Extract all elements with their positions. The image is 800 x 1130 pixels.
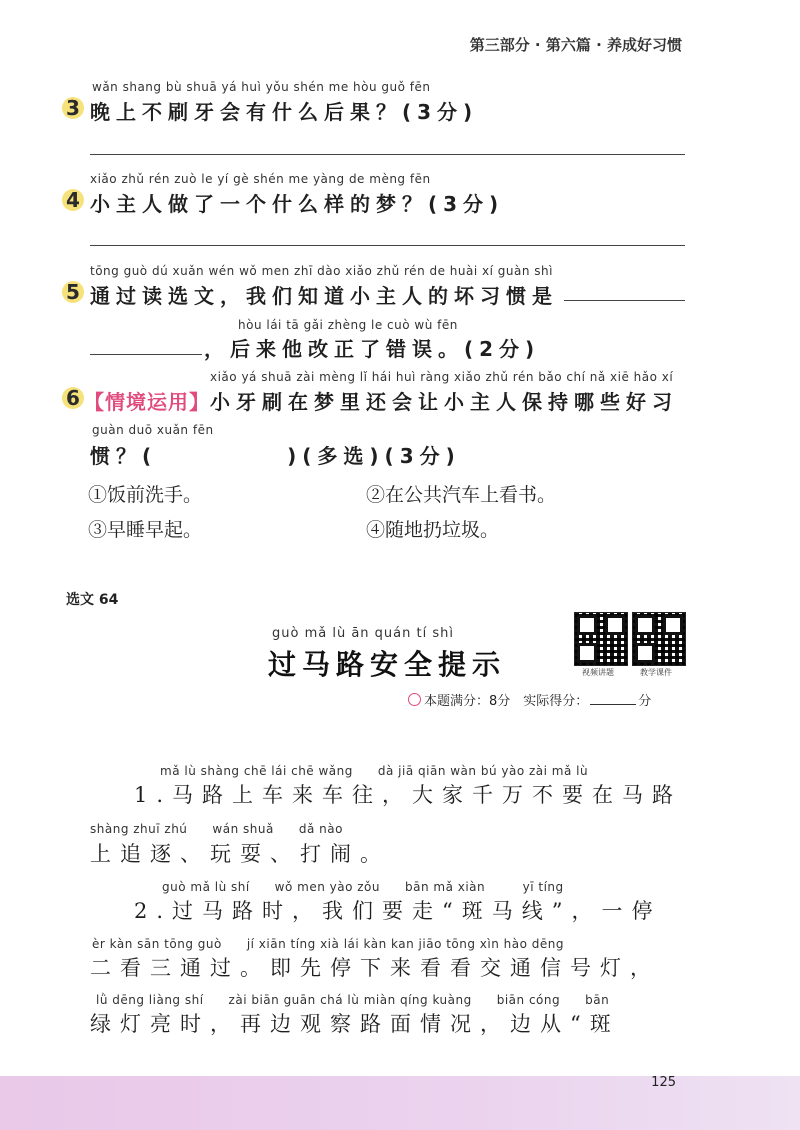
- q3-answer-line[interactable]: [90, 154, 685, 155]
- passage-line-5: 绿灯亮时，再边观察路面情况，边从“斑: [90, 1012, 620, 1036]
- q6-context-tag: 【情境运用】: [84, 390, 210, 414]
- passage-line-2: 上追逐、玩耍、打闹。: [90, 842, 390, 866]
- q5-text-2: ，后来他改正了错误。(2分): [204, 337, 541, 361]
- q6-number: 6: [62, 387, 84, 409]
- q4-text: 小主人做了一个什么样的梦？(3分): [90, 192, 505, 216]
- passage-pinyin-1: mǎ lù shàng chē lái chē wǎng dà jiā qiān wàn bú yào zài mǎ lù: [160, 764, 589, 778]
- q6-option-1[interactable]: ①饭前洗手。: [88, 484, 203, 506]
- q4-pinyin: xiǎo zhǔ rén zuò le yí gè shén me yàng de mèng fēn: [90, 172, 431, 186]
- q6-option-2[interactable]: ②在公共汽车上看书。: [366, 484, 557, 506]
- q5-blank-2[interactable]: [90, 354, 202, 355]
- q3-pinyin: wǎn shang bù shuā yá huì yǒu shén me hòu guǒ fēn: [92, 80, 431, 94]
- q6-pinyin-1: xiǎo yá shuā zài mèng lǐ hái huì ràng xiǎo zhǔ rén bǎo chí nǎ xiē hǎo xí: [210, 370, 674, 384]
- q5-pinyin-2: hòu lái tā gǎi zhèng le cuò wù fēn: [238, 318, 458, 332]
- page-number: 125: [651, 1075, 676, 1090]
- footer-band: [0, 1076, 800, 1130]
- passage-label: 选文 64: [66, 592, 119, 608]
- q6-option-3[interactable]: ③早睡早起。: [88, 519, 203, 541]
- q6-option-4[interactable]: ④随地扔垃圾。: [366, 519, 500, 541]
- qr-code-video[interactable]: [574, 612, 628, 666]
- passage-title: 过马路安全提示: [268, 648, 507, 681]
- q6-text-1: 小牙刷在梦里还会让小主人保持哪些好习: [210, 390, 678, 414]
- passage-line-3: 2.过马路时，我们要走“斑马线”，一停: [134, 899, 662, 923]
- q5-text-1: 通过读选文，我们知道小主人的坏习惯是: [90, 284, 558, 308]
- q5-number: 5: [62, 281, 84, 303]
- score-unit: 分: [638, 694, 652, 709]
- q4-number: 4: [62, 189, 84, 211]
- passage-pinyin-4: èr kàn sān tōng guò jí xiān tíng xià lái kàn kan jiāo tōng xìn hào dēng: [92, 937, 565, 951]
- q5-pinyin-1: tōng guò dú xuǎn wén wǒ men zhī dào xiǎo zhǔ rén de huài xí guàn shì: [90, 264, 553, 278]
- passage-pinyin-2: shàng zhuī zhú wán shuǎ dǎ nào: [90, 822, 343, 836]
- passage-pinyin-5: lǜ dēng liàng shí zài biān guān chá lù miàn qíng kuàng biān cóng bān: [96, 993, 610, 1007]
- score-text: 本题满分：8分 实际得分：: [424, 694, 589, 709]
- q3-number: 3: [62, 97, 84, 119]
- qr-caption-courseware: 教学课件: [640, 668, 672, 677]
- passage-title-pinyin: guò mǎ lù ān quán tí shì: [272, 626, 454, 641]
- qr-caption-video: 视频讲题: [582, 668, 614, 677]
- q3-text: 晚上不刷牙会有什么后果？(3分): [90, 100, 479, 124]
- q6-pinyin-2: guàn duō xuǎn fēn: [92, 423, 214, 437]
- qr-code-courseware[interactable]: [632, 612, 686, 666]
- passage-line-4: 二看三通过。即先停下来看看交通信号灯，: [90, 956, 660, 980]
- q5-blank-1[interactable]: [564, 300, 685, 301]
- score-blank[interactable]: [590, 704, 636, 705]
- q6-text-2: 惯？( )(多选)(3分): [90, 444, 461, 468]
- passage-pinyin-3: guò mǎ lù shí wǒ men yào zǒu bān mǎ xiàn yī tíng: [162, 880, 564, 894]
- page-header: 第三部分 · 第六篇 · 养成好习惯: [469, 36, 682, 54]
- passage-line-1: 1.马路上车来车往，大家千万不要在马路: [134, 783, 683, 807]
- score-line: [408, 690, 651, 709]
- clock-icon: [408, 693, 421, 706]
- q4-answer-line[interactable]: [90, 245, 685, 246]
